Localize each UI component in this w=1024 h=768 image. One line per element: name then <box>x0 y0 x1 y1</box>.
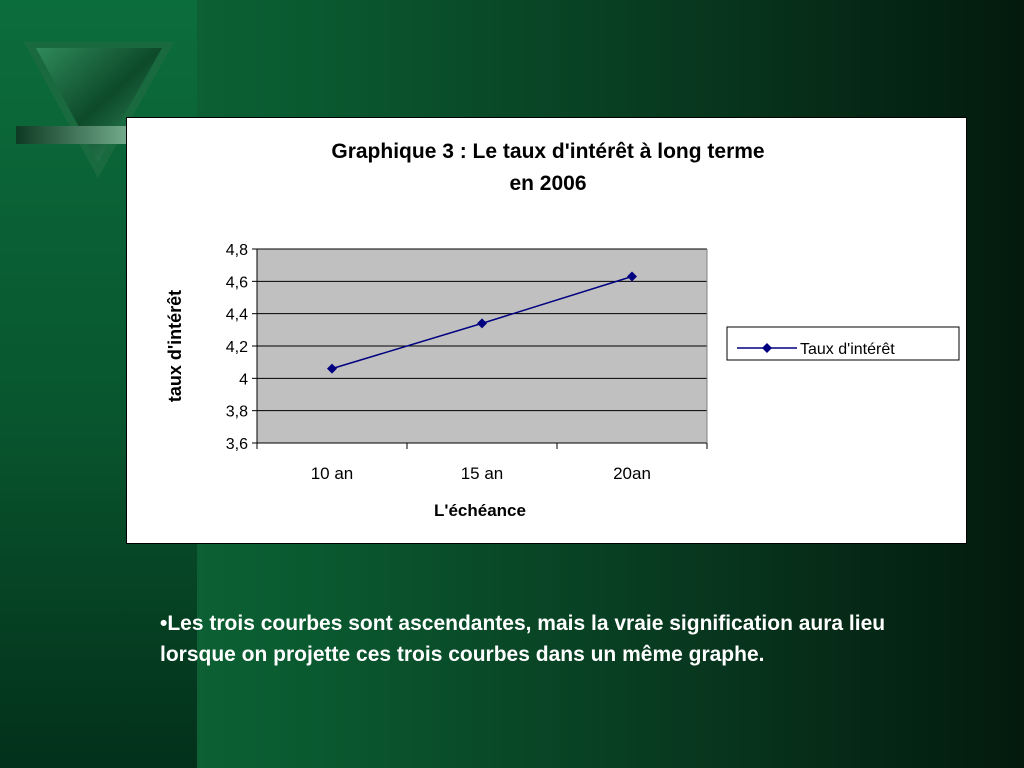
y-axis-label: taux d'intérêt <box>165 289 185 403</box>
chart-title-line1: Graphique 3 : Le taux d'intérêt à long terme <box>331 140 765 163</box>
chart-title-line2: en 2006 <box>509 172 587 195</box>
y-tick-label: 3,8 <box>225 403 248 421</box>
x-tick-label: 20an <box>613 464 651 483</box>
x-axis-label: L'échéance <box>434 501 526 520</box>
y-tick-label: 4,6 <box>225 274 248 292</box>
slide-bullet-text: •Les trois courbes sont ascendantes, mais la vraie signification aura lieu lorsque on projette ces trois courbes dans un même graphe. <box>160 612 886 666</box>
x-tick-label: 15 an <box>460 464 504 483</box>
legend-entry-label: Taux d'intérêt <box>800 341 895 358</box>
y-tick-label: 4,2 <box>225 339 248 356</box>
y-tick-label: 4 <box>239 371 248 389</box>
y-tick-label: 4,8 <box>225 242 248 259</box>
line-chart <box>127 118 968 545</box>
y-tick-label: 4,4 <box>225 306 248 324</box>
chart-panel <box>126 117 967 544</box>
y-tick-label: 3,6 <box>225 436 248 453</box>
x-tick-label: 10 an <box>310 464 354 483</box>
legend <box>727 327 959 360</box>
